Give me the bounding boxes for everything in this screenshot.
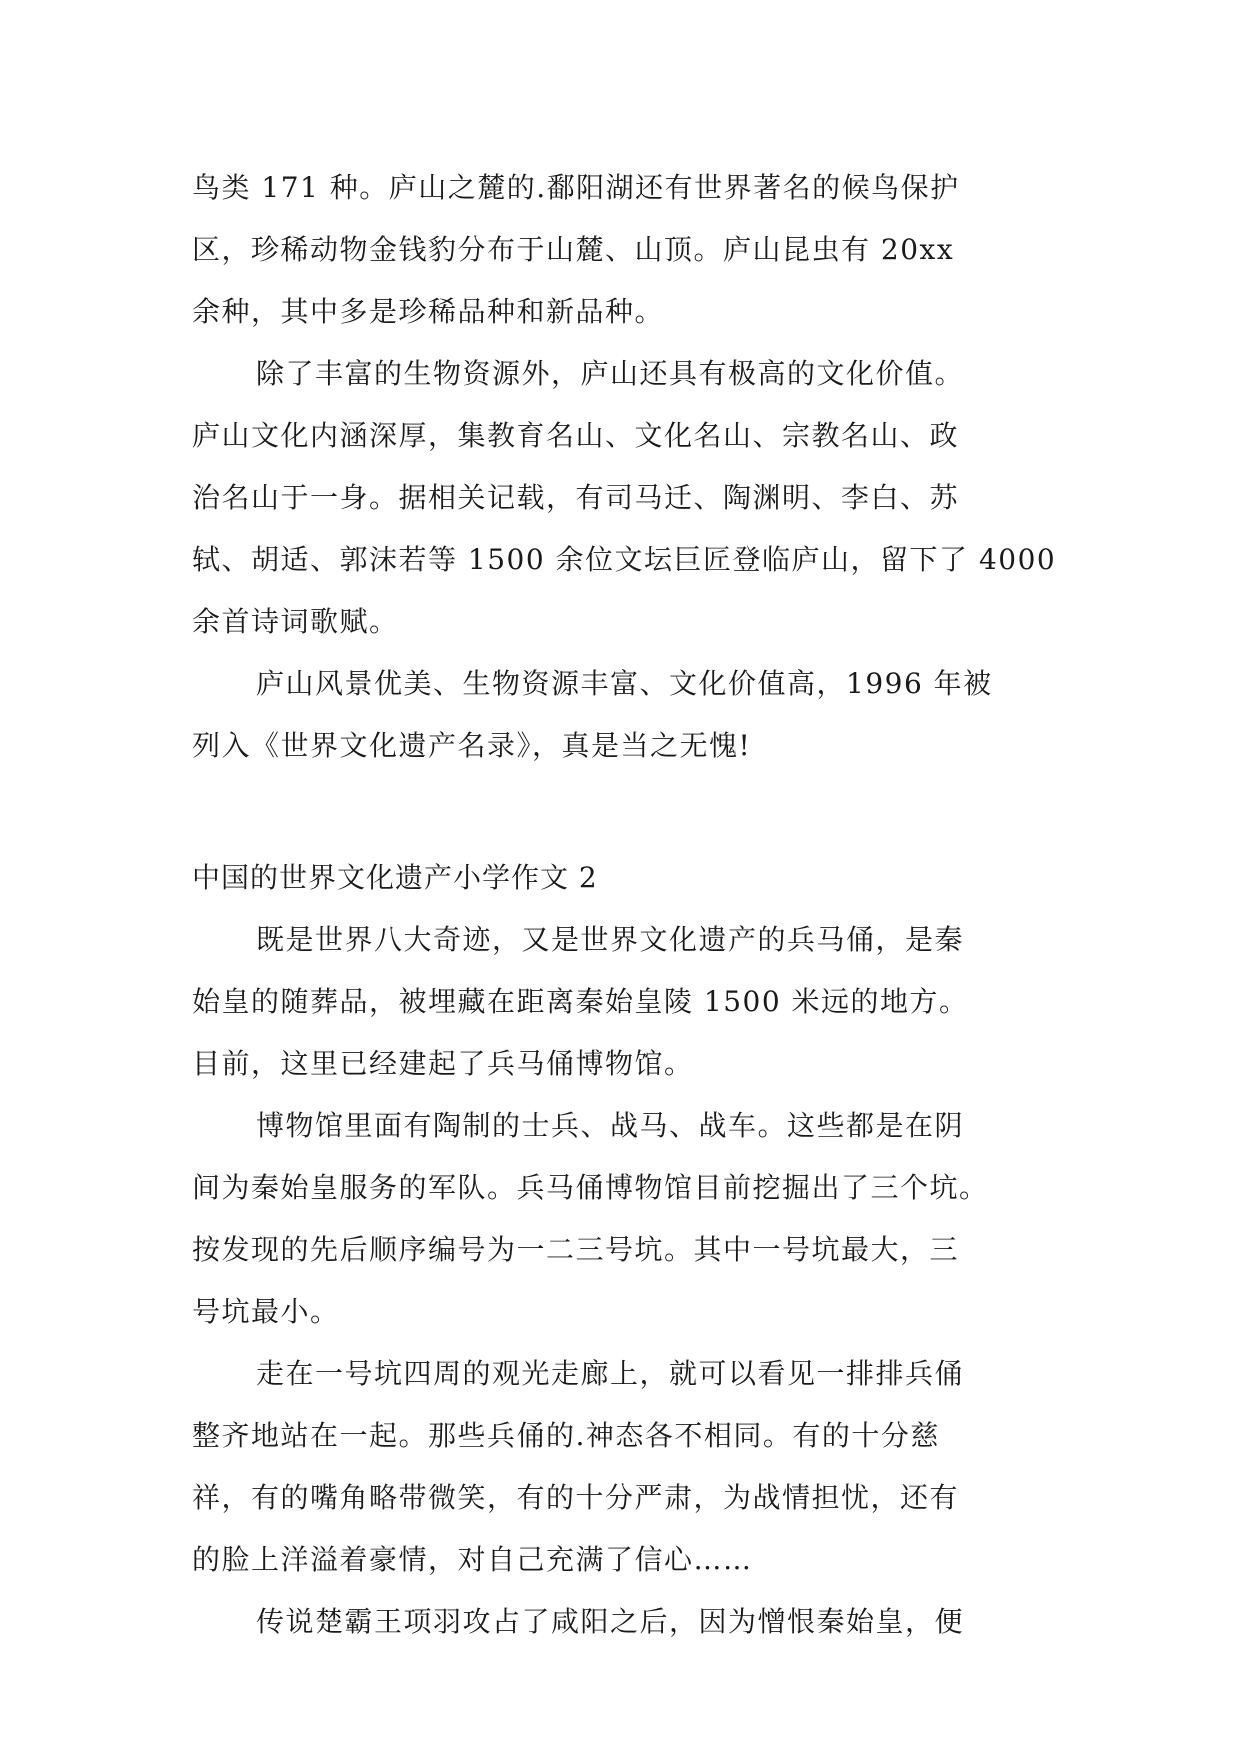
paragraph [192,1343,1052,1591]
paragraph [192,343,1057,653]
paragraph [192,653,1052,777]
text-line: 治名山于一身。据相关记载，有司马迁、陶渊明、李白、苏 [192,481,960,514]
section-1 [192,157,1057,777]
text-line: 按发现的先后顺序编号为一二三号坑。其中一号坑最大，三 [192,1233,960,1266]
text-line: 的脸上洋溢着豪情，对自己充满了信心…… [192,1543,753,1576]
text-line: 传说楚霸王项羽攻占了咸阳之后，因为憎恨秦始皇，便 [256,1605,965,1638]
text-line: 区，珍稀动物金钱豹分布于山麓、山顶。庐山昆虫有 20xx [192,233,955,266]
text-line: 始皇的随葬品，被埋藏在距离秦始皇陵 1500 米远的地方。 [192,985,969,1018]
text-line: 余种，其中多是珍稀品种和新品种。 [192,295,665,328]
paragraph [192,1591,1052,1653]
text-line: 目前，这里已经建起了兵马俑博物馆。 [192,1047,694,1080]
text-line: 轼、胡适、郭沫若等 1500 余位文坛巨匠登临庐山，留下了 4000 [192,543,1057,576]
paragraph [192,1095,1052,1343]
section-spacer [192,777,1052,847]
document-body [192,157,1057,1653]
text-line: 列入《世界文化遗产名录》，真是当之无愧! [192,729,752,762]
text-line: 走在一号坑四周的观光走廊上，就可以看见一排排兵俑 [256,1357,965,1390]
paragraph [192,157,1052,343]
text-line: 整齐地站在一起。那些兵俑的.神态各不相同。有的十分慈 [192,1419,940,1452]
text-line: 祥，有的嘴角略带微笑，有的十分严肃，为战情担忧，还有 [192,1481,960,1514]
text-line: 博物馆里面有陶制的士兵、战马、战车。这些都是在阴 [256,1109,965,1142]
text-line: 号坑最小。 [192,1295,340,1328]
text-line: 间为秦始皇服务的军队。兵马俑博物馆目前挖掘出了三个坑。 [192,1171,989,1204]
text-line: 庐山文化内涵深厚，集教育名山、文化名山、宗教名山、政 [192,419,960,452]
paragraph [192,909,1052,1095]
essay-title: 中国的世界文化遗产小学作文 2 [192,861,598,894]
text-line: 鸟类 171 种。庐山之麓的.鄱阳湖还有世界著名的候鸟保护 [192,171,960,204]
section-2 [192,847,1052,1653]
text-line: 除了丰富的生物资源外，庐山还具有极高的文化价值。 [256,357,965,390]
text-line: 余首诗词歌赋。 [192,605,399,638]
text-line: 庐山风景优美、生物资源丰富、文化价值高，1996 年被 [256,667,993,700]
text-line: 既是世界八大奇迹，又是世界文化遗产的兵马俑，是秦 [256,923,965,956]
